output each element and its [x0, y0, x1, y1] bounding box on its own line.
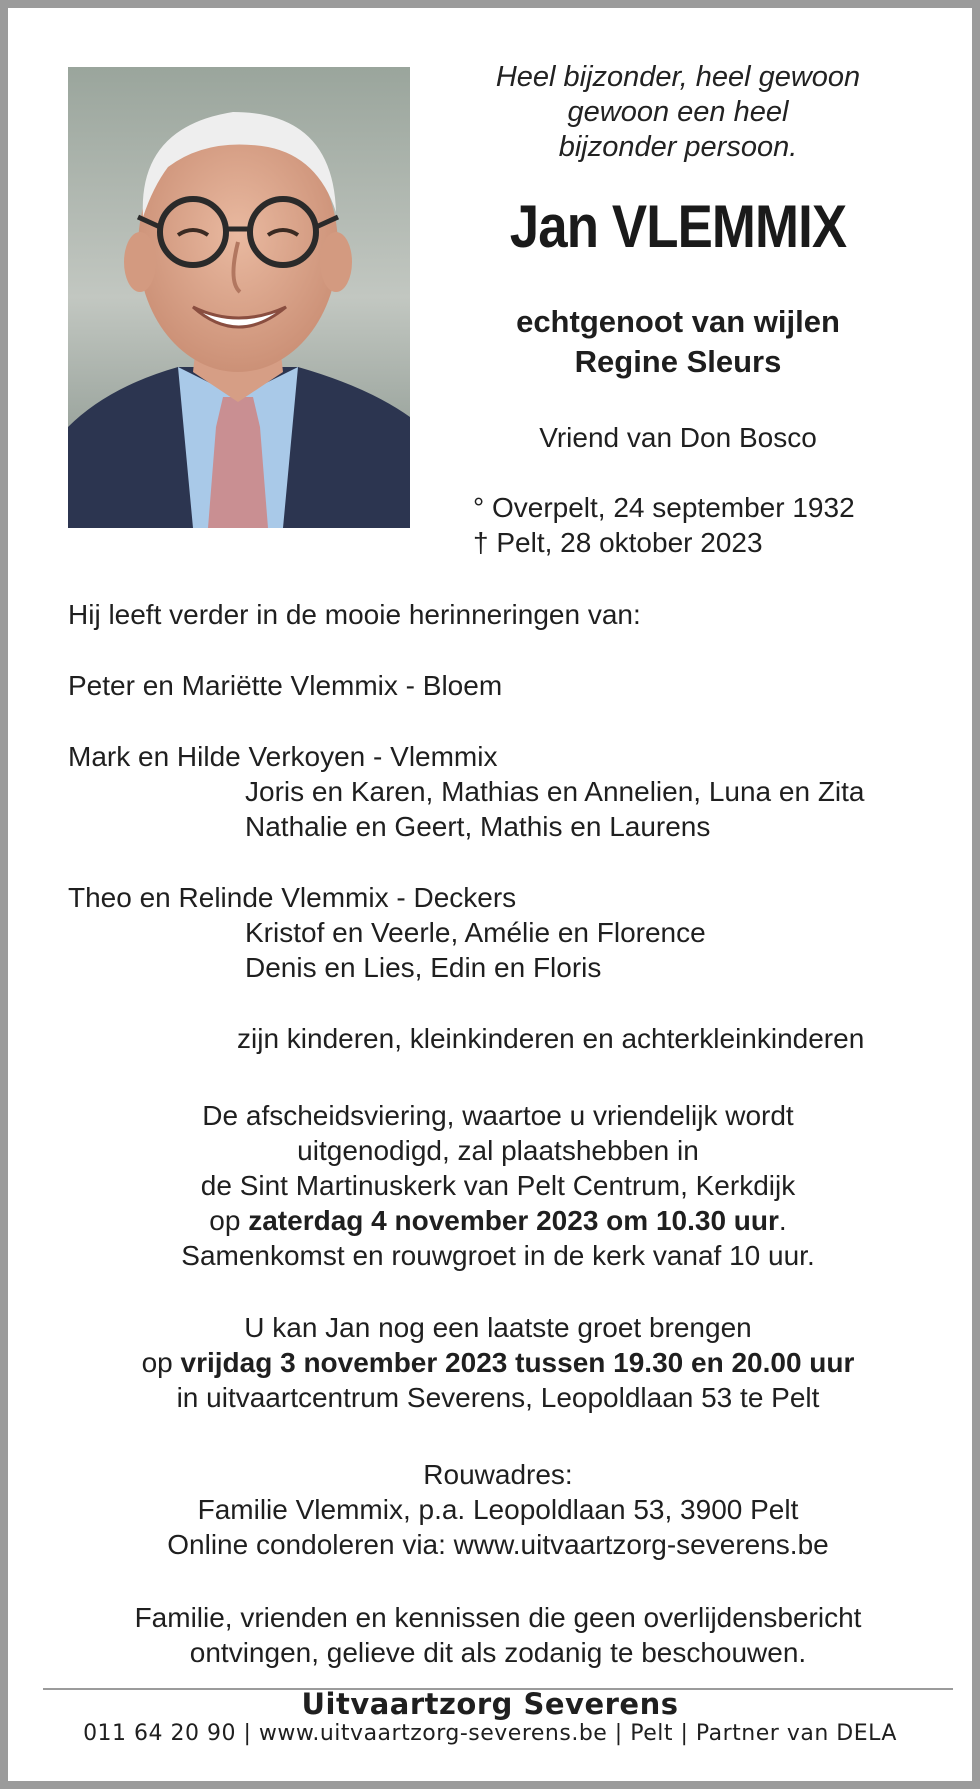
condolence-line: Online condoleren via: www.uitvaartzorg-severens.be [167, 1529, 829, 1560]
poem-line: bijzonder persoon. [558, 131, 798, 163]
poem-line: gewoon een heel [567, 96, 789, 128]
notice-block [48, 1600, 948, 1670]
visit-line: U kan Jan nog een laatste groet brengen [244, 1312, 752, 1343]
visit-line: in uitvaartcentrum Severens, Leopoldlaan 53 te Pelt [176, 1382, 820, 1413]
ceremony-line: de Sint Martinuskerk van Pelt Centrum, Kerkdijk [200, 1170, 796, 1201]
notice-line: Familie, vrienden en kennissen die geen overlijdensbericht [134, 1602, 862, 1633]
ceremony-suffix: . [778, 1205, 787, 1236]
deceased-name: Jan VLEMMIX [509, 193, 847, 260]
company-name: Uitvaartzorg Severens [301, 1687, 679, 1721]
intro-text: Hij leeft verder in de mooie herinneringen van: [68, 599, 641, 630]
grandchildren-line: Denis en Lies, Edin en Floris [245, 952, 602, 983]
ceremony-date: zaterdag 4 november 2023 om 10.30 uur [248, 1205, 779, 1236]
spouse-name: Regine Sleurs [574, 344, 782, 379]
child-line: Theo en Relinde Vlemmix - Deckers [68, 882, 517, 913]
birth-date: ° Overpelt, 24 september 1932 [473, 492, 855, 523]
grandchildren-line: Kristof en Veerle, Amélie en Florence [245, 917, 706, 948]
ceremony-datetime [48, 1203, 948, 1238]
grandchildren-line: Nathalie en Geert, Mathis en Laurens [245, 811, 711, 842]
visit-date: vrijdag 3 november 2023 tussen 19.30 en 20.00 uur [180, 1347, 855, 1378]
child-line: Peter en Mariëtte Vlemmix - Bloem [68, 670, 503, 701]
spouse-info [438, 302, 918, 382]
life-dates [473, 490, 855, 560]
portrait-photo [68, 67, 410, 528]
spouse-line: echtgenoot van wijlen [516, 304, 840, 339]
child-line: Mark en Hilde Verkoyen - Vlemmix [68, 741, 498, 772]
grandchildren-line: Joris en Karen, Mathias en Annelien, Luna en Zita [245, 776, 865, 807]
ceremony-line: Samenkomst en rouwgroet in de kerk vanaf 10 uur. [181, 1240, 815, 1271]
notice-line: ontvingen, gelieve dit als zodanig te beschouwen. [189, 1637, 807, 1668]
portrait-illustration [68, 67, 410, 528]
ceremony-prefix: op [209, 1205, 249, 1236]
company-contact: 011 64 20 90 | www.uitvaartzorg-severens.be | Pelt | Partner van DELA [83, 1721, 897, 1746]
address-block [48, 1457, 948, 1562]
visit-prefix: op [141, 1347, 181, 1378]
address-label: Rouwadres: [423, 1459, 573, 1490]
ceremony-line: De afscheidsviering, waartoe u vriendelijk wordt [202, 1100, 794, 1131]
poem [438, 60, 918, 165]
visit-block [48, 1310, 948, 1415]
ceremony-line: uitgenodigd, zal plaatshebben in [297, 1135, 699, 1166]
family-summary: zijn kinderen, kleinkinderen en achterkleinkinderen [237, 1023, 865, 1054]
poem-line: Heel bijzonder, heel gewoon [495, 61, 861, 93]
friend-line: Vriend van Don Bosco [539, 422, 817, 453]
death-date: † Pelt, 28 oktober 2023 [473, 527, 763, 558]
visit-datetime [48, 1345, 948, 1380]
ceremony-block [48, 1098, 948, 1273]
address-line: Familie Vlemmix, p.a. Leopoldlaan 53, 3900 Pelt [197, 1494, 799, 1525]
